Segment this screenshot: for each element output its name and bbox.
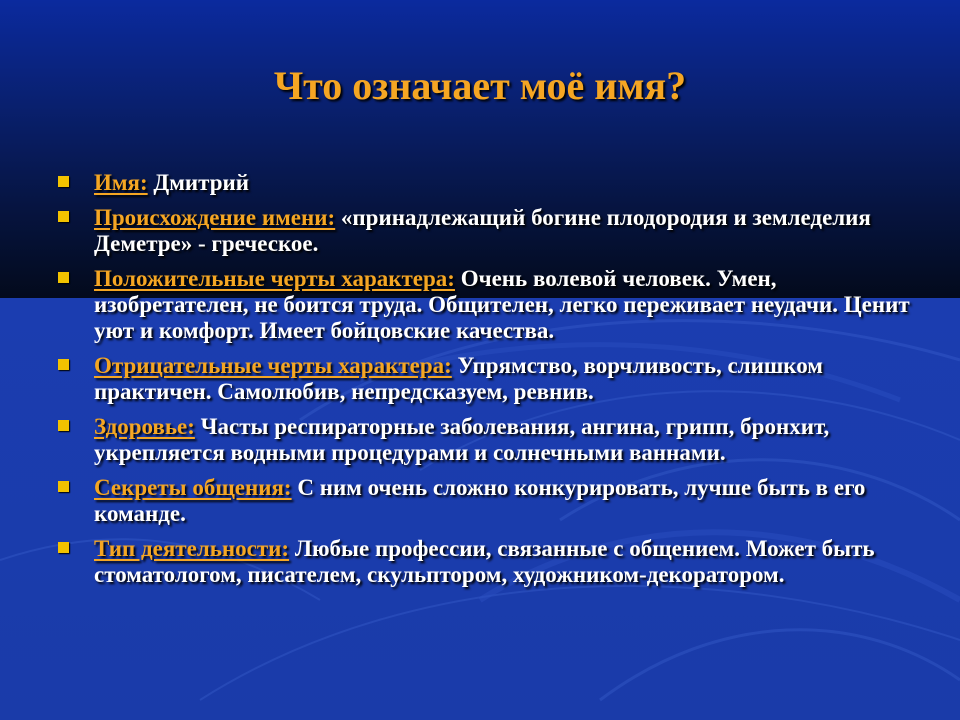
list-item [58, 205, 918, 257]
list-item [58, 414, 918, 466]
square-bullet-icon [58, 272, 69, 283]
item-text: «принадлежащий богине плодородия и земледелия Деметре» - греческое. [94, 205, 871, 256]
square-bullet-icon [58, 481, 69, 492]
item-text: Любые профессии, связанные с общением. Может быть стоматологом, писателем, скульптором, художником-декоратором. [94, 536, 875, 587]
square-bullet-icon [58, 420, 69, 431]
item-label: Секреты общения: [94, 475, 292, 500]
square-bullet-icon [58, 176, 69, 187]
list-item [58, 266, 918, 344]
item-label: Здоровье: [94, 414, 195, 439]
list-item [58, 170, 918, 196]
square-bullet-icon [58, 211, 69, 222]
square-bullet-icon [58, 359, 69, 370]
list-item [58, 475, 918, 527]
slide-title: Что означает моё имя? [273, 63, 687, 108]
item-label: Имя: [94, 170, 148, 195]
item-text: Очень волевой человек. Умен, изобретателен, не боится труда. Общителен, легко переживает неудачи. Ценит уют и комфорт. Имеет бойцовские качества. [94, 266, 910, 343]
list-item [58, 353, 918, 405]
item-label: Тип деятельности: [94, 536, 290, 561]
item-label: Происхождение имени: [94, 205, 336, 230]
item-label: Положительные черты характера: [94, 266, 455, 291]
item-text: Часты респираторные заболевания, ангина, грипп, бронхит, укрепляется водными процедурами и солнечными ваннами. [94, 414, 830, 465]
item-label: Отрицательные черты характера: [94, 353, 452, 378]
bullet-list [58, 170, 918, 597]
square-bullet-icon [58, 542, 69, 553]
list-item [58, 536, 918, 588]
item-text: Дмитрий [147, 170, 250, 195]
item-text: С ним очень сложно конкурировать, лучше быть в его команде. [94, 475, 866, 526]
item-text: Упрямство, ворчливость, слишком практичен. Самолюбив, непредсказуем, ревнив. [94, 353, 823, 404]
